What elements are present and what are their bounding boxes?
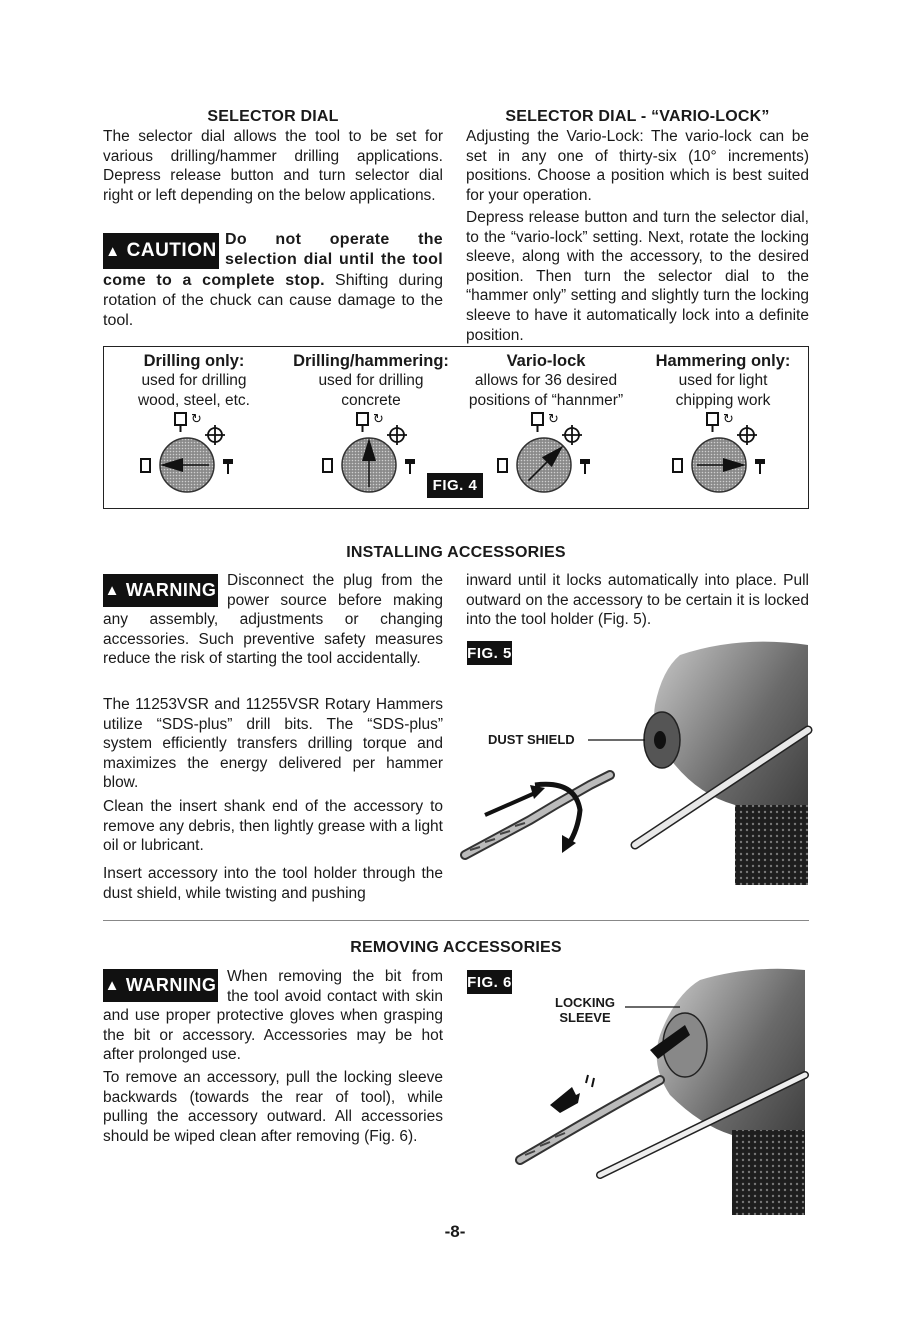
fig6-illustration	[500, 965, 810, 1215]
mode-desc-line1: used for drilling	[318, 372, 424, 389]
dust-shield-callout: DUST SHIELD	[488, 732, 575, 747]
mode-title: Drilling only:	[143, 352, 245, 370]
selector-dial-icons: ↻	[103, 410, 809, 505]
mode-desc-line1: used for drilling	[141, 372, 247, 389]
caution-rest-text: Shifting during rotation of the chuck can cause damage to the tool.	[103, 271, 443, 330]
mode-desc-line2: positions of “hannmer”	[468, 391, 624, 409]
mode-desc-line2: wood, steel, etc.	[137, 391, 250, 409]
mode-hammering-only	[638, 352, 808, 410]
installing-para-4: inward until it locks automatically into place. Pull outward on the accessory to be certain it is locked into the tool holder (Fig. 5).	[466, 572, 809, 629]
removing-para-1: To remove an accessory, pull the locking sleeve backwards (towards the rear of tool), while pulling the accessory outward. All accessories should be wiped clean after removing (Fig. 6).	[103, 1069, 443, 1145]
mode-desc-line2: chipping work	[675, 391, 771, 409]
caution-badge-text: CAUTION	[126, 240, 217, 261]
page-number: -8-	[444, 1222, 466, 1241]
selector-dial-heading: SELECTOR DIAL	[207, 108, 339, 125]
fig6-label: FIG. 6	[467, 970, 512, 994]
removing-heading: REMOVING ACCESSORIES	[350, 939, 562, 956]
warning-badge-text: WARNING	[125, 975, 217, 995]
removing-warning-body: When removing the bit from the tool avoid contact with skin and use proper protective gloves when grasping the bit or accessory. Accessories may be hot after prolonged use.	[103, 968, 443, 1064]
mode-desc-line1: allows for 36 desired	[474, 372, 618, 389]
installing-para-1: The 11253VSR and 11255VSR Rotary Hammers utilize “SDS-plus” drill bits. The “SDS-plus” system efficiently transfers drilling torque and maximizes the energy delivered per hammer blow.	[103, 696, 443, 792]
mode-title: Hammering only:	[655, 352, 791, 370]
section-divider	[103, 920, 809, 921]
locking-sleeve-callout	[555, 995, 615, 1025]
mode-drilling-hammering	[286, 352, 456, 410]
dial-drilling-hammering	[323, 412, 415, 492]
mode-vario-lock	[461, 352, 631, 410]
fig5-illustration	[450, 635, 810, 885]
mode-desc-line2: concrete	[341, 391, 401, 409]
dial-hammering-only	[673, 412, 765, 492]
vario-lock-para-1: Adjusting the Vario-Lock: The vario-lock can be set in any one of thirty-six (10° increments) positions. Choose a position which is best suited for your operation.	[466, 128, 809, 204]
vario-lock-heading: SELECTOR DIAL - “VARIO-LOCK”	[505, 108, 770, 125]
caution-text	[103, 230, 443, 331]
installing-heading: INSTALLING ACCESSORIES	[346, 544, 566, 561]
selector-dial-intro: The selector dial allows the tool to be set for various drilling/hammer drilling applications. Depress release button and turn selector dial right or left depending on the below applications.	[103, 128, 443, 204]
warning-badge-text: WARNING	[125, 580, 217, 600]
fig4-label: FIG. 4	[427, 473, 483, 498]
installing-para-2: Clean the insert shank end of the accessory to remove any debris, then lightly grease with a light oil or lubricant.	[103, 798, 443, 855]
mode-title: Drilling/hammering:	[293, 352, 449, 370]
installing-warning-body: Disconnect the plug from the power source before making any assembly, adjustments or changing accessories. Such preventive safety measures reduce the risk of starting the tool accidentally.	[103, 572, 443, 668]
fig5-label: FIG. 5	[467, 641, 512, 665]
callout-line-1: LOCKING	[555, 995, 615, 1010]
installing-warning-text	[103, 571, 443, 669]
warning-triangle-icon: ▲	[105, 242, 121, 260]
mode-desc-line1: used for light	[678, 372, 768, 389]
installing-para-3: Insert accessory into the tool holder through the dust shield, while twisting and pushing	[103, 865, 443, 902]
vario-lock-para-2: Depress release button and turn the selector dial, to the “vario-lock” setting. Next, rotate the locking sleeve, along with the accessory, to the desired position. Then turn the selector dial to the “hammer only” setting and slightly turn the locking sleeve to have it automatically lock into a definite position.	[466, 209, 809, 344]
callout-line-2: SLEEVE	[559, 1010, 611, 1025]
dial-drilling-only	[141, 412, 233, 492]
mode-drilling-only	[109, 352, 279, 410]
removing-warning-text	[103, 967, 443, 1065]
warning-triangle-icon: ▲	[104, 582, 120, 599]
mode-title: Vario-lock	[506, 352, 586, 370]
caution-bold-text: Do not operate the selection dial until the tool come to a complete stop.	[103, 231, 443, 289]
dial-vario-lock	[498, 412, 590, 492]
warning-triangle-icon: ▲	[104, 977, 120, 994]
